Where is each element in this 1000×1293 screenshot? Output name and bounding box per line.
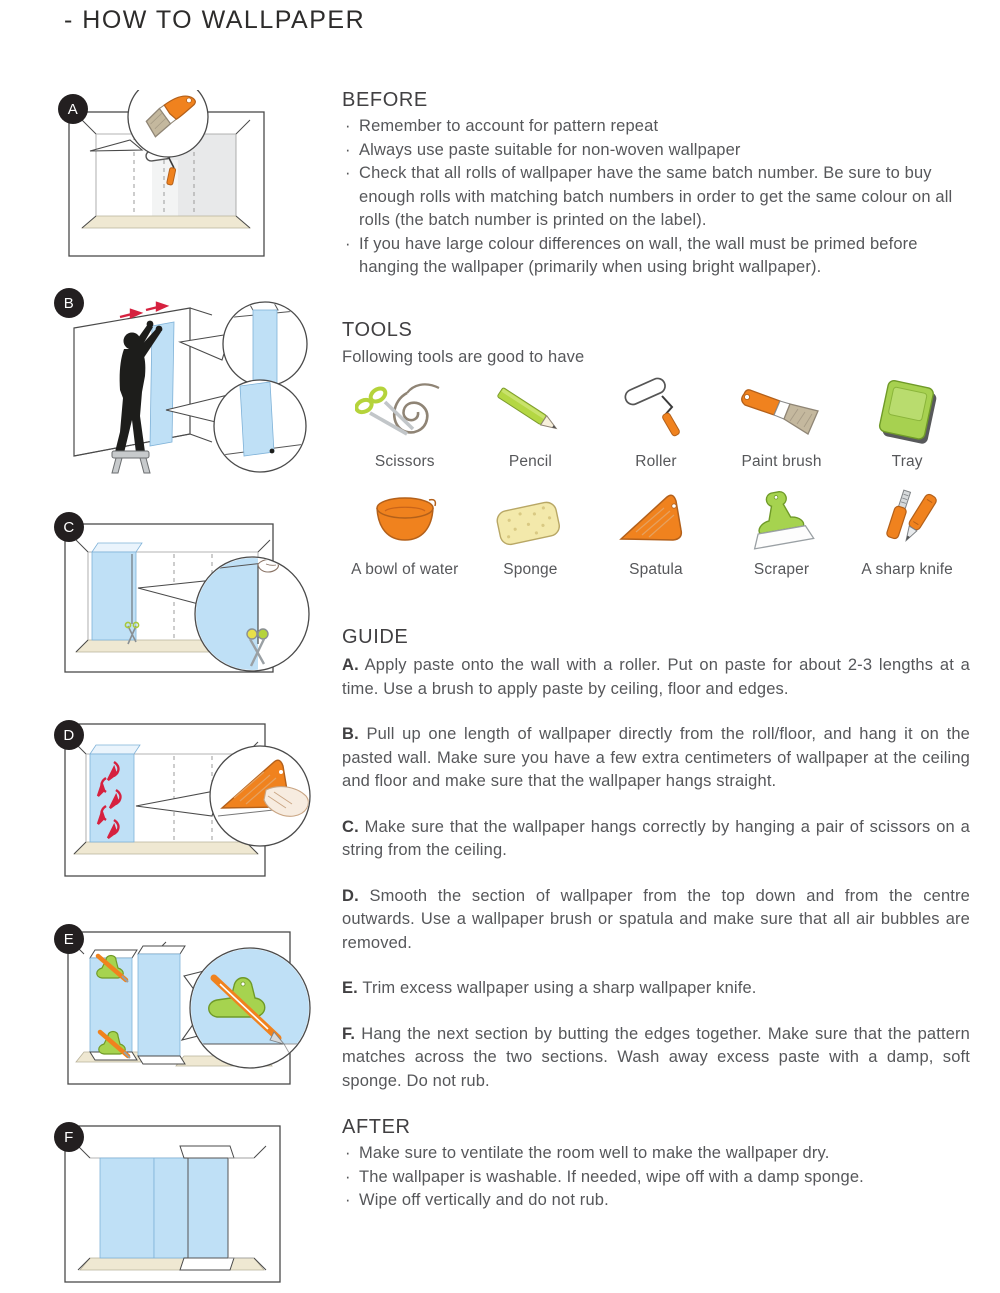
tool-label: A sharp knife — [861, 560, 953, 578]
sharp-knife-icon — [857, 484, 957, 556]
wallpaper-strip-2 — [138, 954, 180, 1056]
strip-top-flap — [92, 543, 142, 552]
pencil-icon — [480, 376, 580, 448]
guide-step-d: D. Smooth the section of wallpaper from the top down and from the centre outwards. Use a wallpaper brush or spatula and make sure that all air bubbles are removed. — [342, 886, 970, 952]
scraper-icon — [732, 484, 832, 556]
before-item: · Always use paste suitable for non-woven wallpaper — [342, 139, 970, 163]
tool-label: Tray — [891, 452, 923, 470]
guide-step-a: A. Apply paste onto the wall with a roller. Put on paste for about 2-3 lengths at a time. Use a brush to apply paste by ceiling, floor and edges. — [342, 656, 970, 698]
figure-f-badge: F — [54, 1122, 84, 1152]
after-item: · The wallpaper is washable. If needed, wipe off with a damp sponge. — [342, 1166, 970, 1190]
guide-heading: GUIDE — [342, 626, 409, 648]
section-before — [342, 88, 970, 280]
figure-f — [62, 1118, 292, 1290]
guide-step-b: B. Pull up one length of wallpaper directly from the roll/floor, and hang it on the pasted wall. Make sure you have a few extra centimeters of wallpaper at the ceiling and floor and make sure that the wallpaper hangs straight. — [342, 725, 970, 790]
tools-grid — [342, 377, 970, 581]
tool-label: Sponge — [503, 560, 558, 578]
tool-roller — [593, 377, 719, 473]
tool-label: Paint brush — [741, 452, 822, 470]
tool-sharp-knife — [844, 485, 970, 581]
roller-icon — [606, 376, 706, 448]
figure-b — [62, 284, 312, 480]
figure-e-badge: E — [54, 924, 84, 954]
figure-f-illustration — [62, 1118, 292, 1290]
after-item: · Make sure to ventilate the room well to make the wallpaper dry. — [342, 1142, 970, 1166]
wallpaper-strip-1 — [100, 1158, 154, 1258]
guide-step-e: E. Trim excess wallpaper using a sharp wallpaper knife. — [342, 979, 757, 997]
tool-label: A bowl of water — [351, 560, 459, 578]
tool-label: Roller — [635, 452, 677, 470]
content-column — [342, 88, 970, 1213]
tray-icon — [857, 376, 957, 448]
floor — [82, 216, 250, 228]
figure-a — [66, 90, 271, 262]
before-item: · Check that all rolls of wallpaper have the same batch number. Be sure to buy enough rolls with matching batch numbers in order to get the same colour on all rolls (the batch number is printed on the label). — [342, 162, 970, 233]
section-after — [342, 1115, 970, 1213]
tool-label: Spatula — [629, 560, 683, 578]
before-list — [342, 115, 970, 280]
tool-label: Scraper — [753, 560, 810, 578]
wallpaper-strip-3 — [188, 1158, 228, 1258]
tool-label: Pencil — [508, 452, 552, 470]
wallpaper-strip-2 — [154, 1158, 190, 1258]
bowl-of-water-icon — [355, 484, 455, 556]
after-heading: AFTER — [342, 1116, 411, 1138]
scissors-icon — [355, 376, 455, 448]
tool-paint-brush — [719, 377, 845, 473]
figure-c — [62, 512, 314, 684]
section-tools — [342, 318, 970, 582]
strip2-bottom-fold — [138, 1056, 185, 1064]
guide-step-c: C. Make sure that the wallpaper hangs correctly by hanging a pair of scissors on a string from the ceiling. — [342, 817, 971, 859]
before-item: · Remember to account for pattern repeat — [342, 115, 970, 139]
before-heading: BEFORE — [342, 89, 428, 111]
page-title: - HOW TO WALLPAPER — [64, 6, 366, 34]
sponge-icon — [480, 484, 580, 556]
figure-b-badge: B — [54, 288, 84, 318]
section-guide — [342, 625, 970, 1093]
strip3-top-overhang — [180, 1146, 234, 1158]
strip-top-flap — [90, 745, 140, 754]
after-item: · Wipe off vertically and do not rub. — [342, 1189, 970, 1213]
figure-d — [62, 720, 314, 882]
figure-a-illustration — [66, 90, 271, 262]
figure-a-badge: A — [58, 94, 88, 124]
spatula-icon — [606, 484, 706, 556]
tool-sponge — [468, 485, 594, 581]
tool-spatula — [593, 485, 719, 581]
tool-label: Scissors — [374, 452, 435, 470]
strip2-top-fold — [138, 946, 185, 954]
tool-tray — [844, 377, 970, 473]
before-item: · If you have large colour differences on wall, the wall must be primed before hanging the wallpaper (primarily when using bright wallpaper). — [342, 233, 970, 280]
figure-c-badge: C — [54, 512, 84, 542]
guide-step-f: F. Hang the next section by butting the edges together. Make sure that the pattern matches across the two sections. Wash away excess paste with a damp, soft sponge. Do not rub. — [342, 1024, 970, 1090]
figure-d-badge: D — [54, 720, 84, 750]
strip3-bottom-overhang — [180, 1258, 234, 1270]
figure-d-illustration — [62, 720, 314, 882]
figure-c-illustration — [62, 512, 314, 684]
tools-subheading: Following tools are good to have — [342, 347, 585, 366]
tool-bowl-of-water — [342, 485, 468, 581]
tool-scraper — [719, 485, 845, 581]
floor — [74, 842, 258, 854]
floor — [80, 1258, 264, 1270]
figure-e-illustration — [62, 924, 314, 1092]
figure-e — [62, 924, 314, 1092]
paint-brush-icon — [732, 376, 832, 448]
tool-scissors — [342, 377, 468, 473]
after-list — [342, 1142, 970, 1213]
figure-b-illustration — [62, 284, 312, 480]
tool-pencil — [468, 377, 594, 473]
tools-heading: TOOLS — [342, 318, 413, 341]
step-stool — [112, 451, 150, 473]
